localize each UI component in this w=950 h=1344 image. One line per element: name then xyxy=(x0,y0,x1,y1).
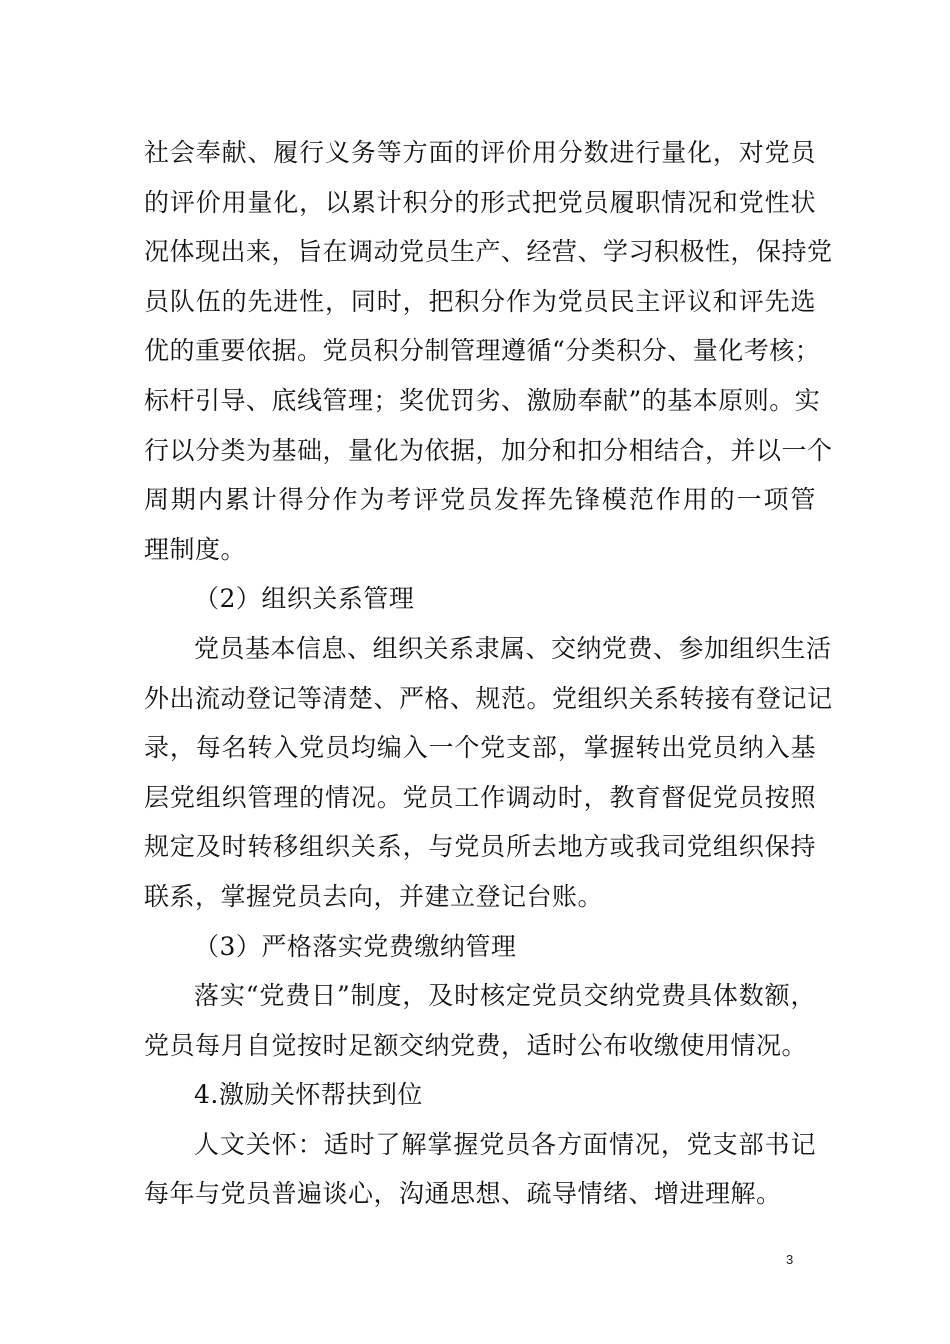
paragraph-line: 党员基本信息、组织关系隶属、交纳党费、参加组织生活 xyxy=(194,633,832,663)
paragraph-line: 规定及时转移组织关系，与党员所去地方或我司党组织保持 xyxy=(144,832,816,862)
paragraph-line: 周期内累计得分作为考评党员发挥先锋模范作用的一项管 xyxy=(144,485,816,515)
paragraph-line: 理制度。 xyxy=(144,534,247,564)
paragraph-line: 外出流动登记等清楚、严格、规范。党组织关系转接有登记记 xyxy=(144,683,833,713)
paragraph-line: 录，每名转入党员均编入一个党支部，掌握转出党员纳入基 xyxy=(144,733,816,763)
section-heading: （3）严格落实党费缴纳管理 xyxy=(194,931,517,961)
paragraph-line: 层党组织管理的情况。党员工作调动时，教育督促党员按照 xyxy=(144,782,816,812)
paragraph-line: 行以分类为基础，量化为依据，加分和扣分相结合，并以一个 xyxy=(144,435,833,465)
paragraph-line: 落实“党费日”制度，及时核定党员交纳党费具体数额， xyxy=(194,981,816,1011)
section-heading: 4.激励关怀帮扶到位 xyxy=(194,1080,423,1110)
paragraph-line: 联系，掌握党员去向，并建立登记台账。 xyxy=(144,881,604,911)
paragraph-line: 况体现出来，旨在调动党员生产、经营、学习积极性，保持党 xyxy=(144,237,833,267)
section-heading: （2）组织关系管理 xyxy=(194,584,415,614)
paragraph-line: 党员每月自觉按时足额交纳党费，适时公布收缴使用情况。 xyxy=(144,1030,808,1060)
paragraph-line: 的评价用量化，以累计积分的形式把党员履职情况和党性状 xyxy=(144,187,816,217)
page-number: 3 xyxy=(786,1252,794,1267)
paragraph-line: 社会奉献、履行义务等方面的评价用分数进行量化，对党员 xyxy=(144,138,816,167)
paragraph-line: 每年与党员普遍谈心，沟通思想、疏导情绪、增进理解。 xyxy=(144,1179,782,1209)
paragraph-line: 员队伍的先进性，同时，把积分作为党员民主评议和评先选 xyxy=(144,286,816,316)
paragraph-line: 人文关怀：适时了解掌握党员各方面情况，党支部书记 xyxy=(194,1129,816,1159)
body-text xyxy=(144,128,833,1219)
paragraph-line: 优的重要依据。党员积分制管理遵循“分类积分、量化考核； xyxy=(144,336,821,366)
paragraph-line: 标杆引导、底线管理；奖优罚劣、激励奉献”的基本原则。实 xyxy=(144,385,821,415)
